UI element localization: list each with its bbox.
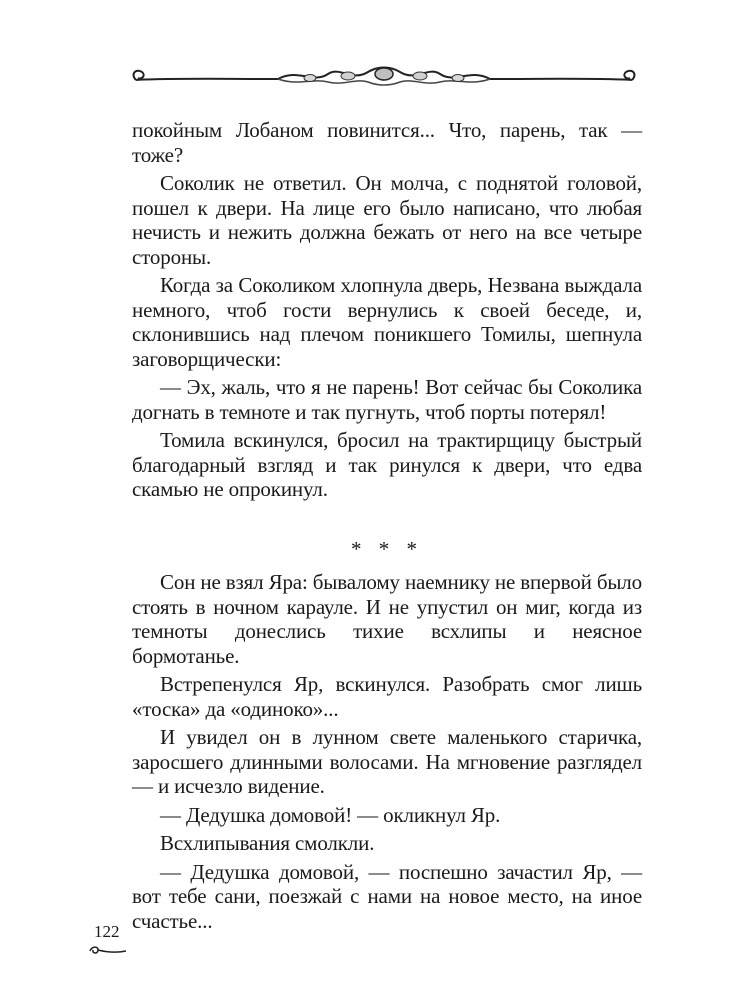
paragraph: — Дедушка домовой, — поспешно зачастил Яр, — вот тебе сани, поезжай с нами на новое место, на иное счастье... — [132, 859, 642, 933]
paragraph: И увидел он в лунном свете маленького старичка, заросшего длинными волосами. На мгновение разглядел — и исчезло видение. — [132, 725, 642, 798]
paragraph: Встрепенулся Яр, вскинулся. Разобрать смог лишь «тоска» да «одиноко»... — [132, 672, 642, 721]
text-top — [132, 118, 642, 506]
paragraph: покойным Лобаном повинится... Что, парень, так — тоже? — [132, 118, 642, 167]
text-bottom — [132, 570, 642, 937]
paragraph: Когда за Соколиком хлопнула дверь, Незвана выждала немного, чтоб гости вернулись к своей беседе, и, склонившись над плечом поникшего Томилы, шепнула заговорщически: — [132, 273, 642, 371]
header-ornament — [128, 60, 640, 94]
paragraph: Томила вскинулся, бросил на трактирщицу быстрый благодарный взгляд и так ринулся к двери, что едва скамью не опрокинул. — [132, 428, 642, 501]
page-number: 122 — [94, 922, 120, 941]
section-separator: * * * — [351, 537, 423, 561]
paragraph: Сон не взял Яра: бывалому наемнику не впервой было стоять в ночном карауле. И не упустил он миг, когда из темноты донеслись тихие всхлипы и неясное бормотанье. — [132, 570, 642, 668]
corner-flourish-icon — [88, 944, 128, 958]
paragraph: — Эх, жаль, что я не парень! Вот сейчас бы Соколика догнать в темноте и так пугнуть, чтоб порты потерял! — [132, 375, 642, 424]
paragraph: Всхлипывания смолкли. — [160, 831, 375, 855]
paragraph: — Дедушка домовой! — окликнул Яр. — [160, 802, 501, 827]
paragraph: Соколик не ответил. Он молча, с поднятой головой, пошел к двери. На лице его было написано, что любая нечисть и нежить должна бежать от него на все четыре стороны. — [132, 171, 642, 269]
